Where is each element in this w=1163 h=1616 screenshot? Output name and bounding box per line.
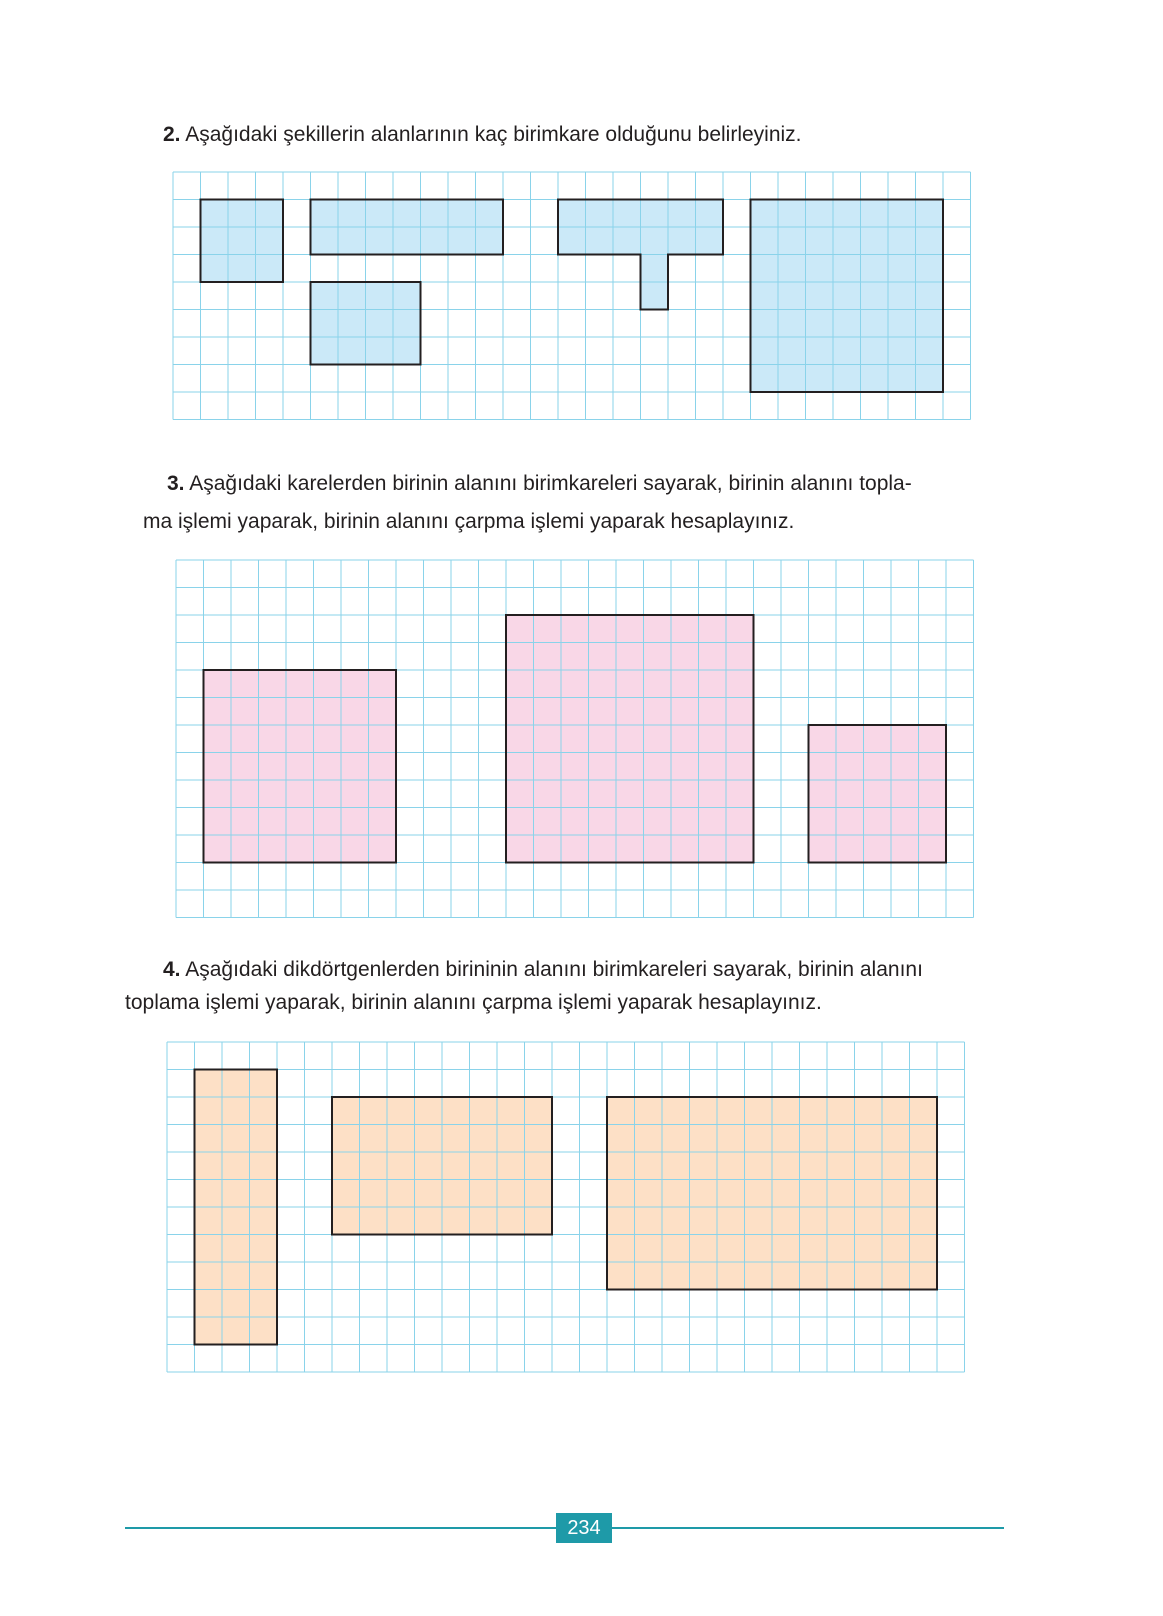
- shape-fill-square-9x9: [506, 615, 754, 863]
- question-2-text: Aşağıdaki şekillerin alanlarının kaç birimkare olduğunu belirleyiniz.: [185, 123, 802, 146]
- grid-question-2: [172, 171, 974, 421]
- question-3: [167, 467, 912, 501]
- question-4-cont: [125, 986, 822, 1020]
- shape-fill-square-7x7: [204, 670, 397, 863]
- question-3-number: 3.: [167, 472, 185, 495]
- question-3-cont: [143, 505, 794, 539]
- question-3-line-1: Aşağıdaki karelerden birinin alanını birimkareleri sayarak, birinin alanını topla-: [189, 472, 912, 495]
- question-4-line-1: Aşağıdaki dikdörtgenlerden birininin alanını birimkareleri sayarak, birinin alanını: [185, 958, 923, 981]
- grid-question-4: [166, 1041, 968, 1374]
- question-2-number: 2.: [163, 123, 181, 146]
- shape-fill-square-7x7: [751, 200, 944, 393]
- question-2: [163, 118, 802, 152]
- shape-fill-rectangle-3x3: [201, 200, 284, 283]
- question-3-line-2: ma işlemi yaparak, birinin alanını çarpma işlemi yaparak hesaplayınız.: [143, 510, 795, 533]
- footer-line-left: [125, 1527, 556, 1529]
- shape-fill-square-5x5: [809, 725, 947, 863]
- question-4-number: 4.: [163, 958, 181, 981]
- grid-question-3: [175, 559, 977, 919]
- footer-line-right: [612, 1527, 1004, 1529]
- question-4: [163, 953, 923, 987]
- question-4-line-2: toplama işlemi yaparak, birinin alanını çarpma işlemi yaparak hesaplayınız.: [125, 991, 822, 1014]
- page-number: 234: [556, 1513, 612, 1543]
